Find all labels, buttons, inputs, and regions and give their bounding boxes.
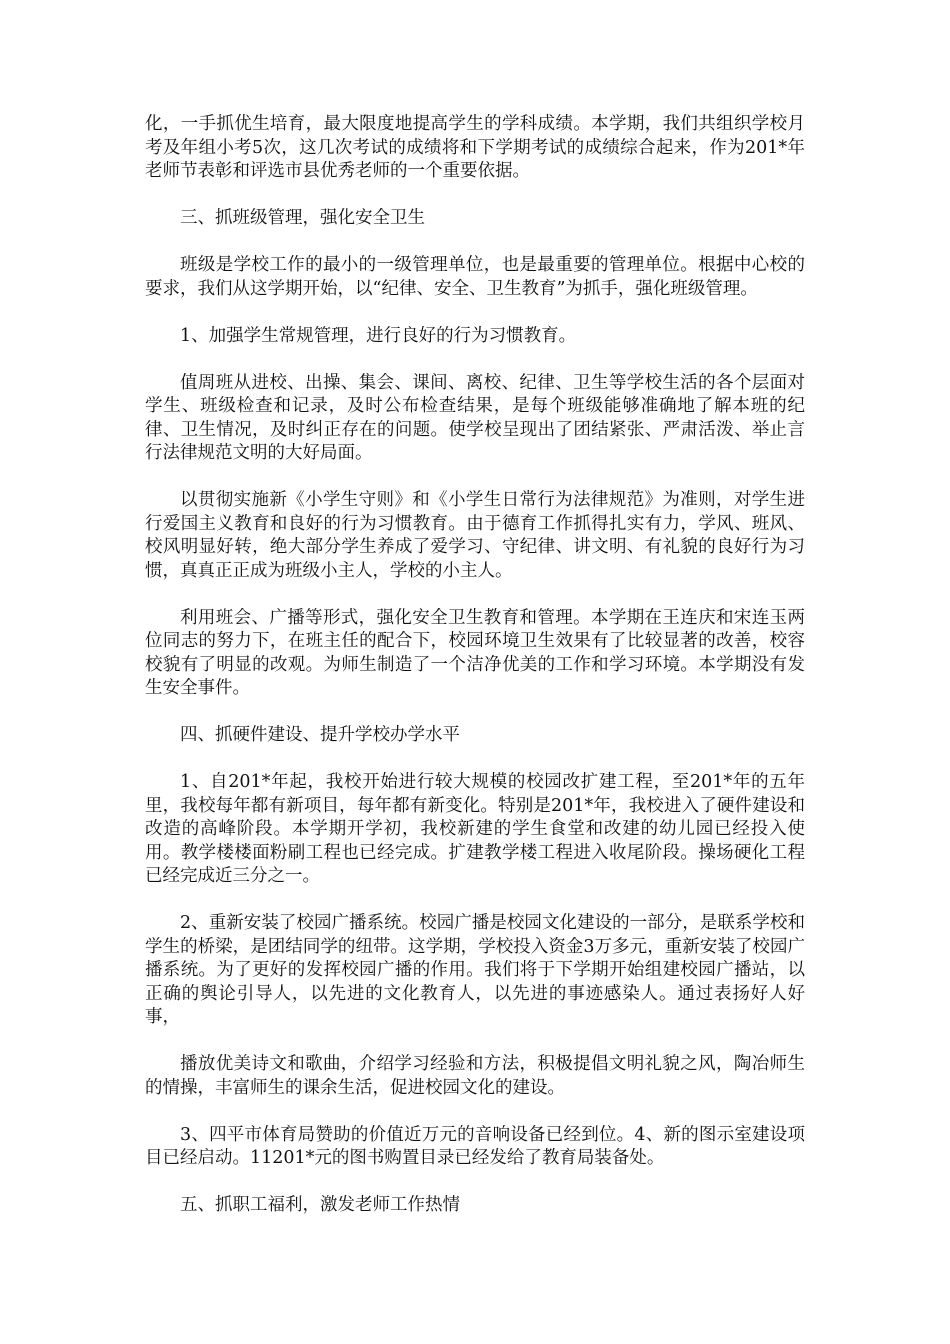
paragraph: 利用班会、广播等形式，强化安全卫生教育和管理。本学期在王连庆和宋连玉两位同志的努力下，在班主任的配合下，校园环境卫生效果有了比较显著的改善，校容校貌有了明显的改观。为师生制造了一个洁净优美的工作和学习环境。本学期没有发生安全事件。 (145, 607, 805, 698)
paragraph-continuation: 化，一手抓优生培育，最大限度地提高学生的学科成绩。本学期，我们共组织学校月考及年组小考5次，这几次考试的成绩将和下学期考试的成绩综合起来，作为201*年老师节表彰和评选市县优秀老师的一个重要依据。 (145, 114, 805, 181)
paragraph: 以贯彻实施新《小学生守则》和《小学生日常行为法律规范》为准则，对学生进行爱国主义教育和良好的行为习惯教育。由于德育工作抓得扎实有力，学风、班风、校风明显好转，绝大部分学生养成了爱学习、守纪律、讲文明、有礼貌的良好行为习惯，真真正正成为班级小主人，学校的小主人。 (145, 490, 805, 581)
section-heading-staff-welfare: 五、抓职工福利，激发老师工作热情 (180, 1195, 460, 1215)
paragraph: 2、重新安装了校园广播系统。校园广播是校园文化建设的一部分，是联系学校和学生的桥梁，是团结同学的纽带。这学期，学校投入资金3万多元，重新安装了校园广播系统。为了更好的发挥校园广播的作用。我们将于下学期开始组建校园广播站，以正确的舆论引导人，以先进的文化教育人，以先进的事迹感染人。通过表扬好人好事， (145, 913, 805, 1027)
subheading-routine-management: 1、加强学生常规管理，进行良好的行为习惯教育。 (180, 325, 577, 346)
section-heading-hardware: 四、抓硬件建设、提升学校办学水平 (180, 725, 460, 745)
section-heading-class-management: 三、抓班级管理，强化安全卫生 (180, 208, 425, 228)
paragraph: 班级是学校工作的最小的一级管理单位，也是最重要的管理单位。根据中心校的要求，我们从这学期开始，以“纪律、安全、卫生教育”为抓手，强化班级管理。 (145, 255, 805, 299)
paragraph: 1、自201*年起，我校开始进行较大规模的校园改扩建工程，至201*年的五年里，我校每年都有新项目，每年都有新变化。特别是201*年，我校进入了硬件建设和改造的高峰阶段。本学期开学初，我校新建的学生食堂和改建的幼儿园已经投入使用。教学楼楼面粉刷工程也已经完成。扩建教学楼工程进入收尾阶段。操场硬化工程已经完成近三分之一。 (145, 772, 805, 886)
paragraph: 3、四平市体育局赞助的价值近万元的音响设备已经到位。4、新的图示室建设项目已经启动。11201*元的图书购置目录已经发给了教育局装备处。 (145, 1124, 805, 1168)
paragraph: 播放优美诗文和歌曲，介绍学习经验和方法，积极提倡文明礼貌之风，陶冶师生的情操，丰富师生的课余生活，促进校园文化的建设。 (145, 1054, 805, 1098)
document-body (145, 113, 805, 1241)
paragraph: 值周班从进校、出操、集会、课间、离校、纪律、卫生等学校生活的各个层面对学生、班级检查和记录，及时公布检查结果，是每个班级能够准确地了解本班的纪律、卫生情况，及时纠正存在的问题。使学校呈现出了团结紧张、严肃活泼、举止言行法律规范文明的大好局面。 (145, 372, 805, 463)
